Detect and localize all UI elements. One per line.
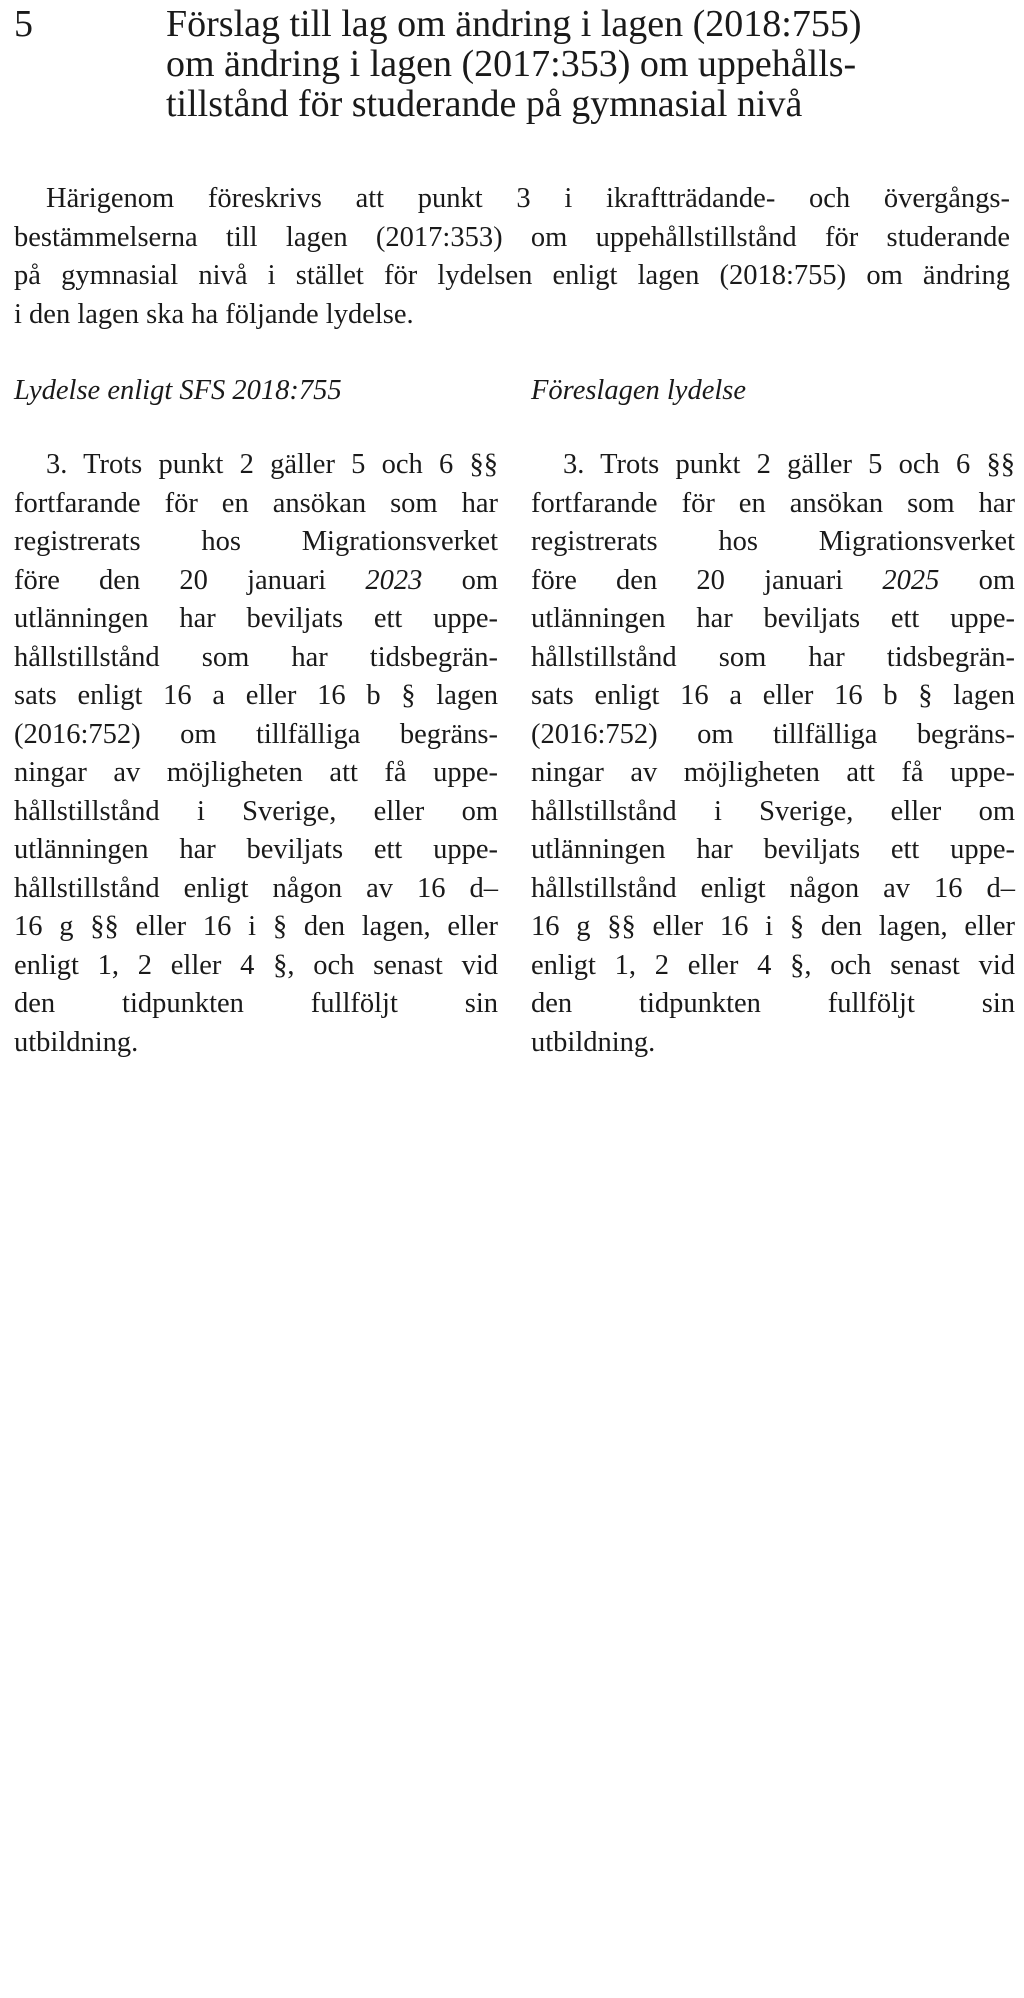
text-line: hållstillstånd enligt någon av 16 d– [531, 872, 1015, 904]
text-line: utlänningen har beviljats ett uppe- [14, 603, 498, 634]
current-wording-column [14, 446, 498, 1062]
text-line: utlänningen har beviljats ett uppe- [531, 834, 1015, 865]
text-line: hållstillstånd som har tidsbegrän- [531, 641, 1015, 673]
intro-line: på gymnasial nivå i stället för lydelsen enligt lagen (2018:755) om ändring [14, 260, 1010, 291]
text-line: 16 g §§ eller 16 i § den lagen, eller [531, 911, 1015, 942]
text-line: fortfarande för en ansökan som har [531, 487, 1015, 519]
intro-line: bestämmelserna till lagen (2017:353) om uppehållstillstånd för studerande [14, 221, 1010, 253]
text-line: (2016:752) om tillfälliga begräns- [14, 718, 498, 750]
text-line: utbildning. [14, 1026, 139, 1058]
text-line: enligt 1, 2 eller 4 §, och senast vid [531, 949, 1015, 981]
text-line: 16 g §§ eller 16 i § den lagen, eller [14, 911, 498, 942]
date-year: 2023 [365, 564, 423, 596]
text-line: sats enligt 16 a eller 16 b § lagen [531, 680, 1015, 711]
text-line: enligt 1, 2 eller 4 §, och senast vid [14, 949, 498, 981]
text-line: hållstillstånd i Sverige, eller om [531, 795, 1015, 827]
intro-line: i den lagen ska ha följande lydelse. [14, 298, 414, 330]
text-fragment: före den 20 januari [14, 564, 327, 596]
section-title-line: om ändring i lagen (2017:353) om uppehålls- [166, 43, 857, 85]
text-fragment: före den 20 januari [531, 564, 844, 596]
intro-line: Härigenom föreskrivs att punkt 3 i ikraftträdande- och övergångs- [46, 183, 1010, 214]
text-fragment: om [461, 564, 498, 596]
text-line: ningar av möjligheten att få uppe- [531, 757, 1015, 788]
date-year: 2025 [882, 564, 940, 596]
current-wording-heading: Lydelse enligt SFS 2018:755 [14, 375, 342, 406]
text-line: utlänningen har beviljats ett uppe- [531, 603, 1015, 634]
text-line: ningar av möjligheten att få uppe- [14, 757, 498, 788]
text-line: den tidpunkten fullföljt sin [531, 988, 1015, 1019]
text-line: hållstillstånd enligt någon av 16 d– [14, 872, 498, 904]
text-line: (2016:752) om tillfälliga begräns- [531, 718, 1015, 750]
text-line-with-year [531, 562, 1015, 601]
section-title-line: Förslag till lag om ändring i lagen (2018:755) [166, 3, 862, 45]
text-line: 3. Trots punkt 2 gäller 5 och 6 §§ [46, 449, 498, 480]
section-title [166, 4, 996, 124]
text-line: registrerats hos Migrationsverket [14, 526, 498, 557]
section-title-line: tillstånd för studerande på gymnasial nivå [166, 83, 803, 125]
text-line: 3. Trots punkt 2 gäller 5 och 6 §§ [563, 449, 1015, 480]
text-line-with-year [14, 562, 498, 601]
proposed-wording-heading: Föreslagen lydelse [531, 375, 747, 406]
intro-paragraph [14, 180, 1010, 334]
text-line: hållstillstånd i Sverige, eller om [14, 795, 498, 827]
text-line: utlänningen har beviljats ett uppe- [14, 834, 498, 865]
text-line: den tidpunkten fullföljt sin [14, 988, 498, 1019]
text-line: hållstillstånd som har tidsbegrän- [14, 641, 498, 673]
text-line: registrerats hos Migrationsverket [531, 526, 1015, 557]
text-line: fortfarande för en ansökan som har [14, 487, 498, 519]
proposed-wording-column [531, 446, 1015, 1062]
section-number: 5 [14, 3, 33, 45]
text-fragment: om [978, 564, 1015, 596]
text-line: sats enligt 16 a eller 16 b § lagen [14, 680, 498, 711]
text-line: utbildning. [531, 1026, 656, 1058]
